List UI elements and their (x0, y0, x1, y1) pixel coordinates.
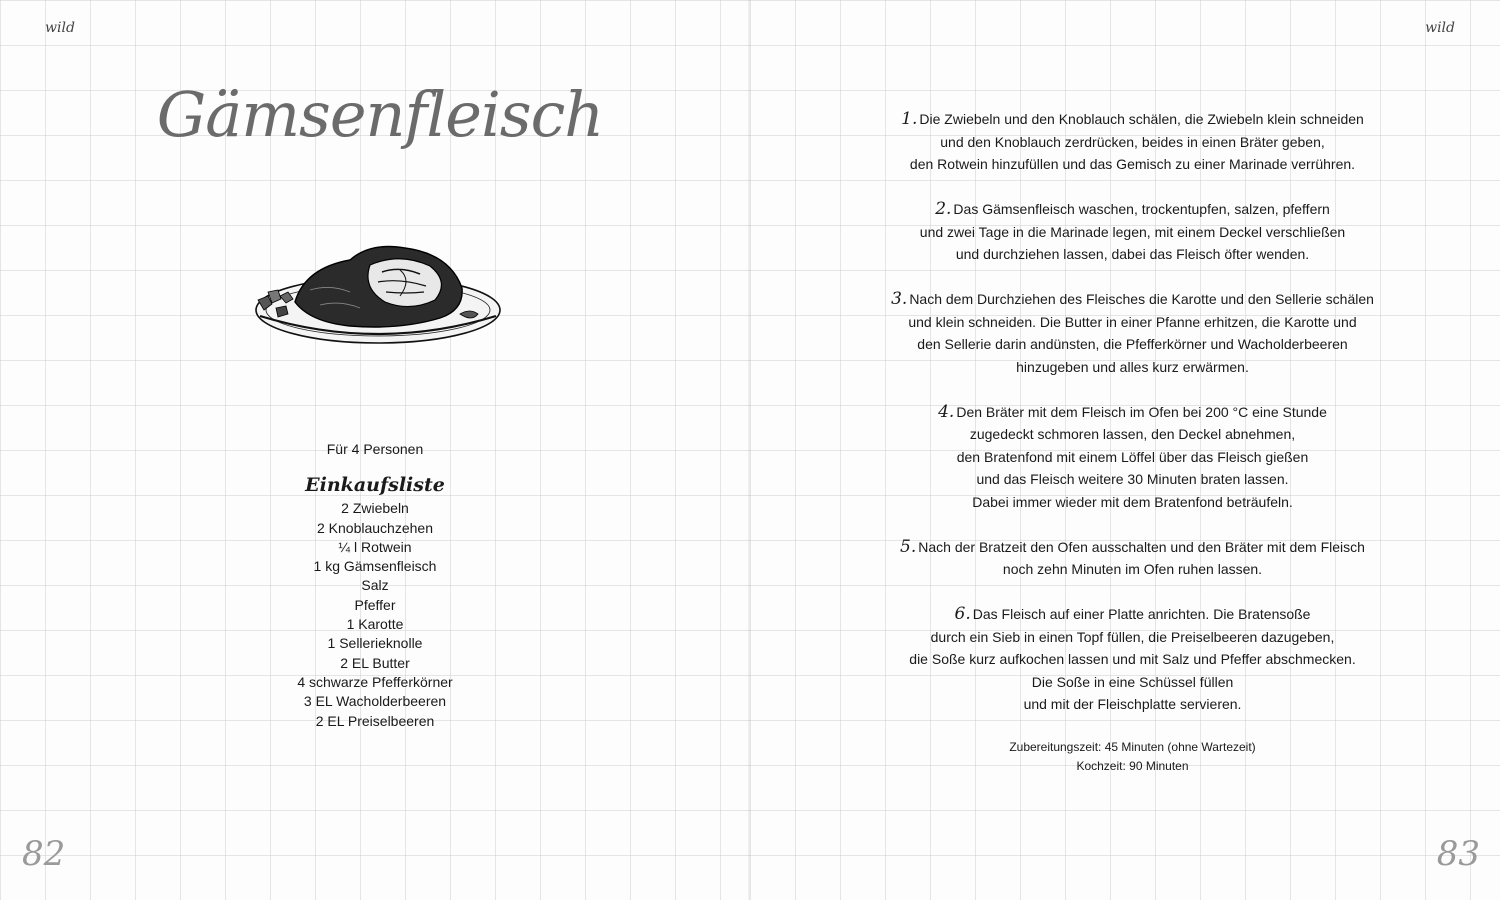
step-2 (880, 198, 1385, 266)
time-info (880, 738, 1385, 776)
step-line: zugedeckt schmoren lassen, den Deckel abnehmen, (969, 426, 1296, 442)
ingredients-block (225, 440, 525, 731)
step-line: durch ein Sieb in einen Topf füllen, die Preiselbeeren dazugeben, (930, 628, 1335, 645)
preparation-steps (880, 108, 1385, 738)
page-number-left: 82 (22, 834, 66, 874)
step-number: 1. (901, 109, 918, 129)
ingredient-item: 2 Zwiebeln (341, 500, 409, 517)
step-number: 4. (938, 401, 955, 422)
step-line: und durchziehen lassen, dabei das Fleisch öfter wenden. (955, 246, 1310, 262)
step-line: noch zehn Minuten im Ofen ruhen lassen. (1002, 561, 1263, 577)
ingredient-item: 1 Sellerieknolle (327, 635, 423, 652)
step-line: hinzugeben und alles kurz erwärmen. (1016, 358, 1249, 375)
step-line: Das Gämsenfleisch waschen, trockentupfen, salzen, pfeffern (953, 201, 1330, 217)
running-head-right: wild (1425, 20, 1455, 36)
step-line: Die Soße in eine Schüssel füllen (1031, 673, 1234, 690)
servings-label: Für 4 Personen (326, 441, 424, 457)
page-number-right: 83 (1436, 834, 1480, 874)
ingredient-item: Salz (361, 577, 389, 594)
prep-time: Zubereitungszeit: 45 Minuten (ohne Wartezeit) (1009, 740, 1256, 754)
ingredient-item: 4 schwarze Pfefferkörner (297, 673, 453, 690)
step-line: Nach dem Durchziehen des Fleisches die Karotte und den Sellerie schälen (909, 291, 1374, 307)
step-line: Dabei immer wieder mit dem Bratenfond beträufeln. (972, 493, 1293, 510)
step-1 (880, 108, 1385, 176)
ingredient-item: 2 Knoblauchzehen (317, 519, 433, 536)
step-line: und mit der Fleischplatte servieren. (1023, 696, 1242, 712)
step-line: Die Zwiebeln und den Knoblauch schälen, die Zwiebeln klein schneiden (919, 111, 1364, 127)
roast-icon (295, 247, 462, 328)
recipe-title: Gämsenfleisch (156, 78, 604, 151)
step-number: 2. (935, 199, 952, 219)
ingredient-item: ¼ l Rotwein (338, 538, 412, 555)
step-line: und das Fleisch weitere 30 Minuten braten lassen. (976, 471, 1289, 487)
running-head-left: wild (45, 20, 75, 36)
roast-platter-illustration (250, 230, 505, 355)
ingredient-item: 1 kg Gämsenfleisch (313, 558, 437, 575)
step-6 (880, 603, 1385, 716)
step-4 (880, 401, 1385, 514)
ingredient-list (225, 499, 525, 731)
step-line: Das Fleisch auf einer Platte anrichten. Die Bratensoße (972, 606, 1311, 622)
ingredient-item: 2 EL Preiselbeeren (315, 712, 435, 729)
step-line: Den Bräter mit dem Fleisch im Ofen bei 200 °C eine Stunde (956, 403, 1327, 420)
ingredient-item: 1 Karotte (346, 616, 404, 633)
step-line: die Soße kurz aufkochen lassen und mit Salz und Pfeffer abschmecken. (909, 651, 1356, 667)
step-number: 5. (900, 536, 917, 557)
step-line: Nach der Bratzeit den Ofen ausschalten und den Bräter mit dem Fleisch (918, 538, 1365, 555)
cook-time: Kochzeit: 90 Minuten (1076, 759, 1189, 773)
shopping-list-title: Einkaufsliste (305, 474, 445, 497)
step-5 (880, 536, 1385, 581)
step-line: den Bratenfond mit einem Löffel über das Fleisch gießen (956, 448, 1309, 465)
ingredient-item: 3 EL Wacholderbeeren (303, 693, 447, 710)
ingredient-item: Pfeffer (354, 596, 396, 613)
step-line: und zwei Tage in die Marinade legen, mit einem Deckel verschließen (919, 223, 1346, 240)
step-line: den Rotwein hinzufüllen und das Gemisch zu einer Marinade verrühren. (909, 156, 1356, 172)
step-line: und klein schneiden. Die Butter in einer Pfanne erhitzen, die Karotte und (908, 313, 1357, 330)
ingredient-item: 2 EL Butter (340, 654, 410, 671)
step-line: und den Knoblauch zerdrücken, beides in einen Bräter geben, (940, 133, 1325, 150)
step-3 (880, 288, 1385, 378)
step-number: 6. (954, 604, 971, 624)
step-number: 3. (891, 289, 908, 309)
step-line: den Sellerie darin andünsten, die Pfefferkörner und Wacholderbeeren (917, 336, 1348, 352)
